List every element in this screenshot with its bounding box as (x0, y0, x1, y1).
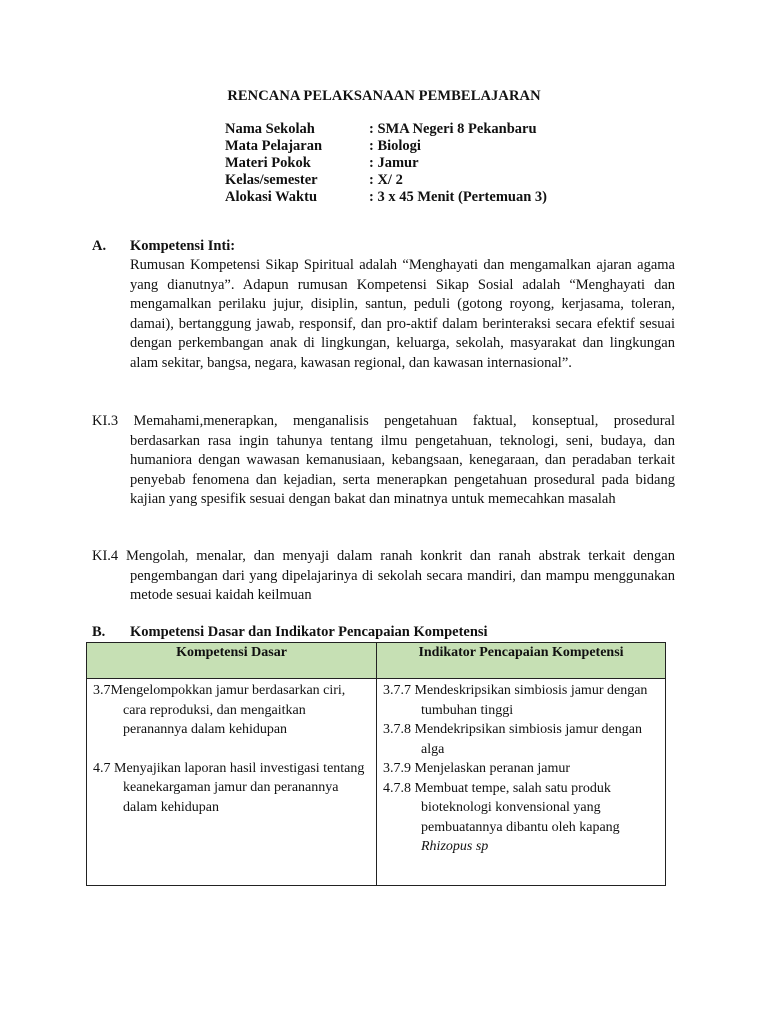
ipk-item-text: 4.7.8 Membuat tempe, salah satu produk bioteknologi konvensional yang pembuatannya dibantu oleh kapang (383, 780, 620, 835)
identity-row (225, 138, 547, 155)
identity-block (225, 121, 547, 206)
kompetensi-inti-paragraph: Rumusan Kompetensi Sikap Spiritual adalah “Menghayati dan mengamalkan ajaran agama yang dianutnya”. Adapun rumusan Kompetensi Sikap Sosial adalah “Menghayati dan mengamalkan perilaku jujur, disiplin, santun, peduli (gotong royong, kerjasama, toleran, damai), bertanggung jawab, responsif, dan pro-aktif dalam berinteraksi secara efektif sesuai dengan perkembangan anak di lingkungan, keluarga, sekolah, masyarakat dan lingkungan alam sekitar, bangsa, negara, kawasan regional, dan kawasan internasional”. (130, 257, 675, 371)
identity-row (225, 189, 547, 206)
identity-value: : X/ 2 (369, 172, 403, 188)
ki4-paragraph (92, 547, 675, 606)
section-letter: A. (92, 238, 107, 254)
kd-item: 4.7 Menyajikan laporan hasil investigasi tentang keanekargaman jamur dan peranannya dalam kehidupan (93, 760, 365, 815)
column-header-ipk: Indikator Pencapaian Kompetensi (377, 643, 666, 679)
section-a-heading (92, 238, 235, 255)
ipk-item: 3.7.8 Mendekripsikan simbiosis jamur dengan alga (383, 722, 642, 757)
identity-label: Materi Pokok (225, 155, 311, 171)
identity-label: Kelas/semester (225, 172, 318, 188)
ipk-item (383, 779, 659, 857)
section-letter: B. (92, 624, 106, 640)
identity-value: : SMA Negeri 8 Pekanbaru (369, 121, 537, 137)
ipk-item-species: Rhizopus sp (421, 839, 489, 854)
identity-label: Alokasi Waktu (225, 189, 318, 205)
table-header-row (87, 643, 666, 679)
identity-row (225, 155, 547, 172)
ki3-text: KI.3 Memahami,menerapkan, menganalisis pengetahuan faktual, konseptual, prosedural berdasarkan rasa ingin tahunya tentang ilmu pengetahuan, teknologi, seni, budaya, dan humaniora dengan wawasan kemanusiaan, kebangsaan, kenegaraan, dan peradaban terkait penyebab fenomena dan kejadian, serta menerapkan pengetahuan prosedural pada bidang kajian yang spesifik sesuai dengan bakat dan minatnya untuk memecahkan masalah (92, 413, 675, 507)
ipk-item: 3.7.9 Menjelaskan peranan jamur (383, 761, 570, 776)
column-header-kd: Kompetensi Dasar (87, 643, 377, 679)
section-title: Kompetensi Dasar dan Indikator Pencapaian Kompetensi (130, 624, 488, 640)
ki3-paragraph (92, 412, 675, 510)
identity-value: : Jamur (369, 155, 419, 171)
identity-label: Mata Pelajaran (225, 138, 323, 154)
identity-row (225, 172, 547, 189)
section-b-heading (92, 624, 488, 641)
document-title: RENCANA PELAKSANAAN PEMBELAJARAN (227, 88, 541, 104)
table-row (87, 679, 666, 886)
ki4-text: KI.4 Mengolah, menalar, dan menyaji dalam ranah konkrit dan ranah abstrak terkait dengan pengembangan dari yang dipelajarinya di sekolah secara mandiri, dan mampu menggunakan metode sesuai kaidah keilmuan (92, 548, 675, 603)
ipk-item: 3.7.7 Mendeskripsikan simbiosis jamur dengan tumbuhan tinggi (383, 683, 648, 718)
kd-ipk-table (86, 642, 666, 886)
section-title: Kompetensi Inti: (130, 238, 236, 254)
identity-row (225, 121, 547, 138)
identity-value: : Biologi (369, 138, 421, 154)
identity-value: : 3 x 45 Menit (Pertemuan 3) (369, 189, 547, 205)
kd-item: 3.7Mengelompokkan jamur berdasarkan ciri, cara reproduksi, dan mengaitkan peranannya dalam kehidupan (93, 683, 346, 737)
identity-label: Nama Sekolah (225, 121, 315, 137)
ipk-cell (377, 679, 666, 886)
kd-cell (87, 679, 377, 886)
